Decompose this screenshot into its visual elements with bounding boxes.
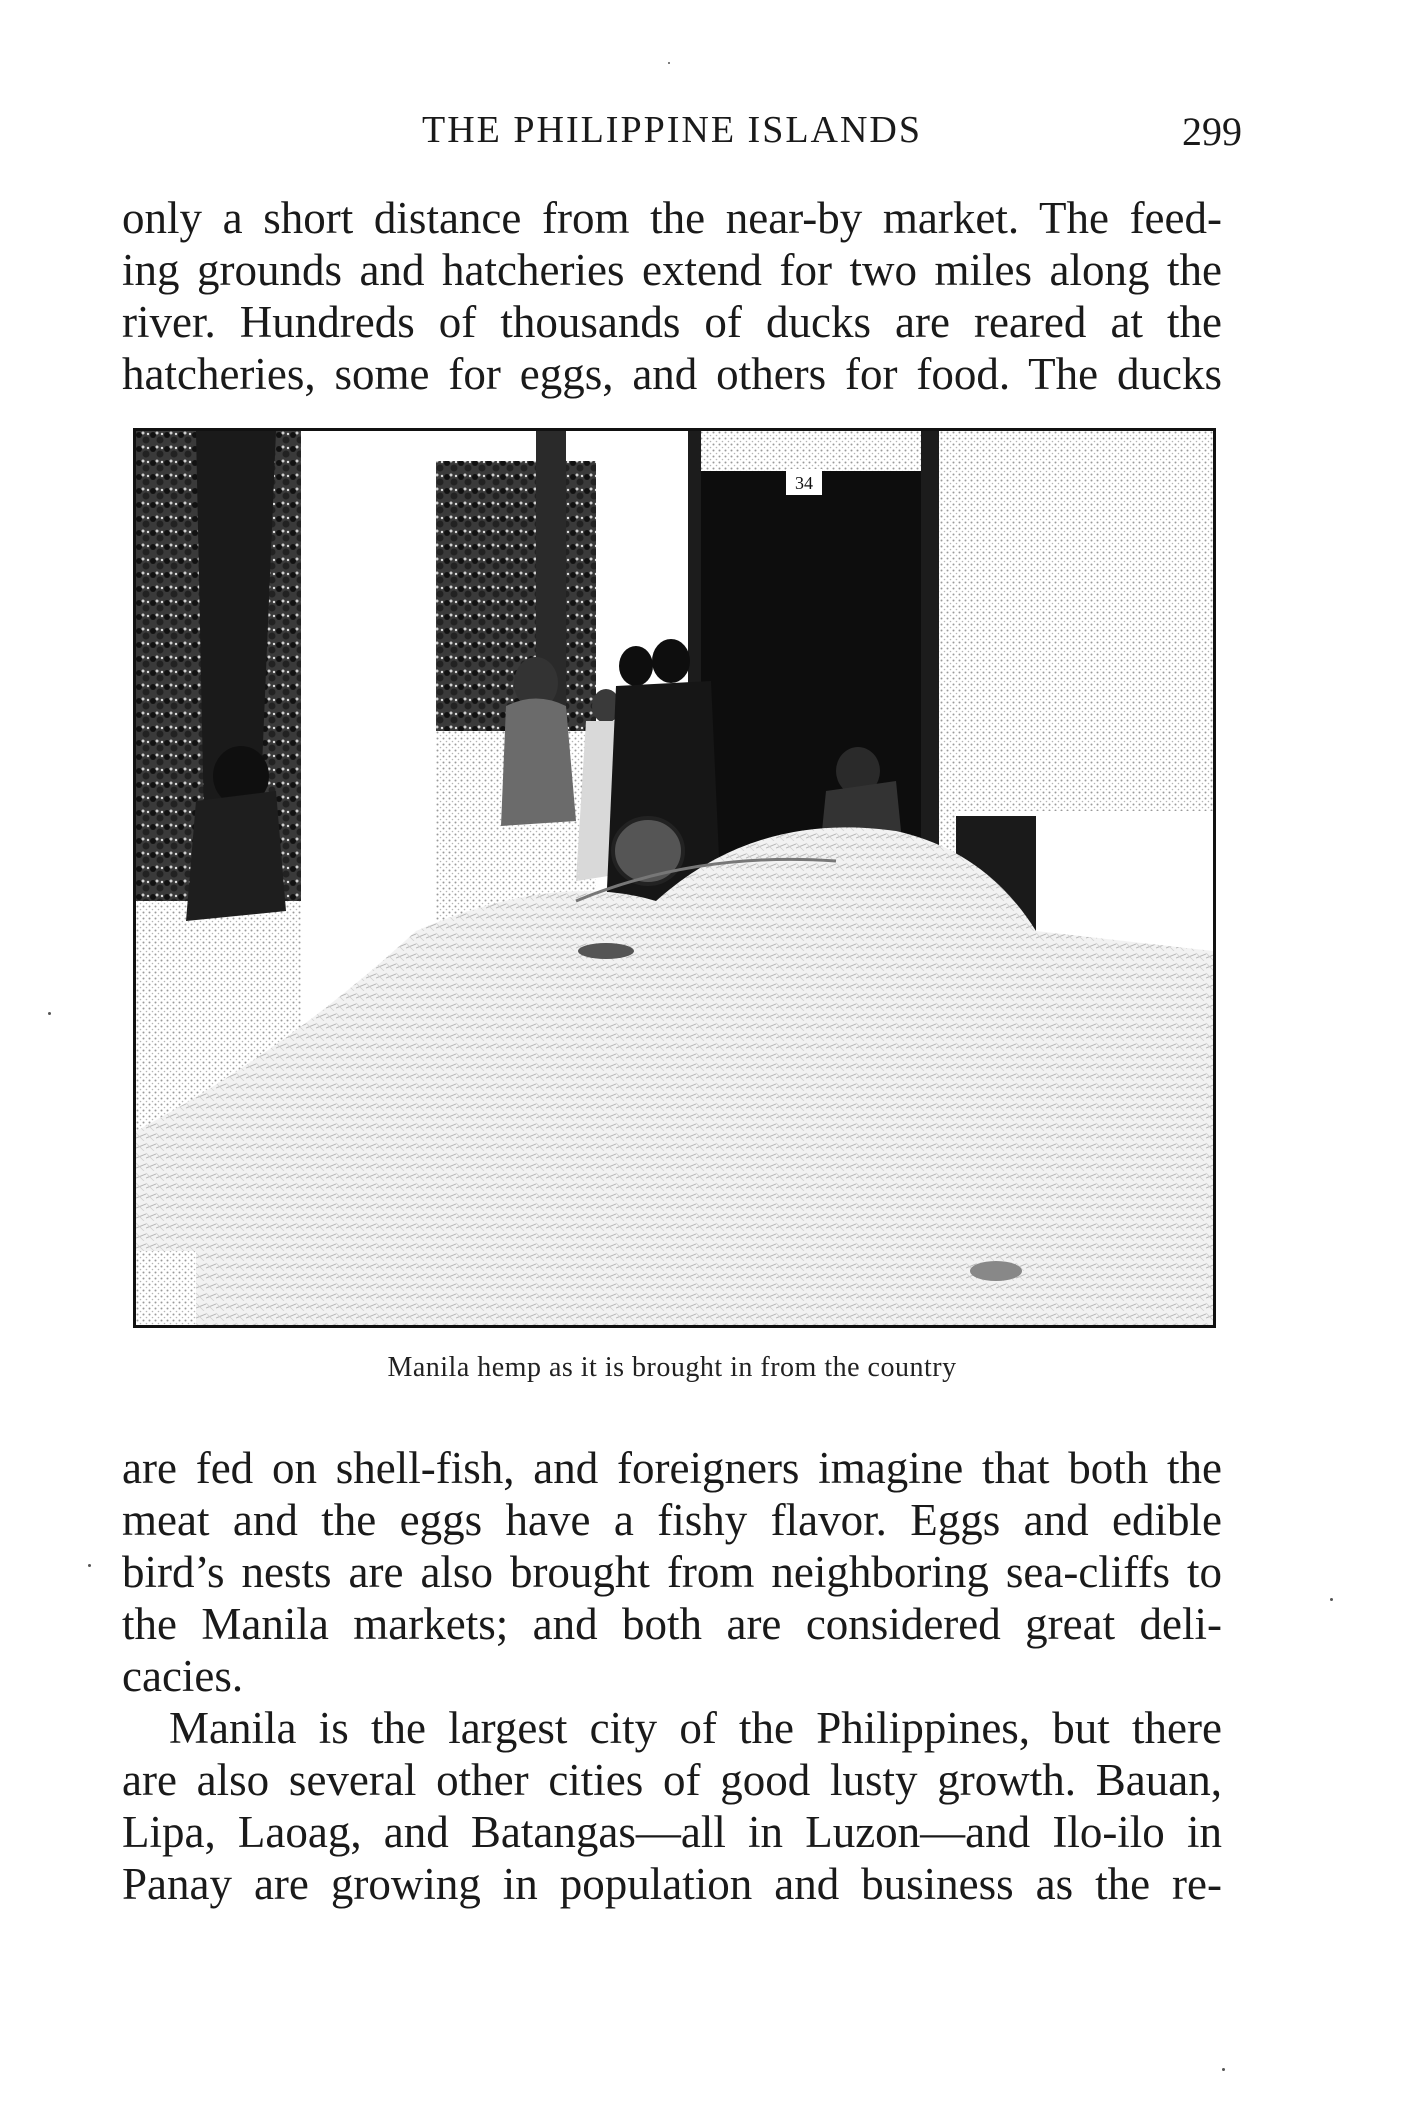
scan-speck	[88, 1564, 91, 1567]
paragraph-3	[122, 1702, 1222, 1910]
paragraph-line: Panay are growing in population and business as the re-	[122, 1859, 1222, 1909]
running-head	[122, 108, 1242, 156]
figure-caption: Manila hemp as it is brought in from the country	[387, 1352, 957, 1383]
paragraph-line: river. Hundreds of thousands of ducks are reared at the	[122, 297, 1222, 347]
scan-speck	[1222, 2068, 1225, 2071]
paragraph-line: ing grounds and hatcheries extend for two miles along the	[122, 245, 1222, 295]
paragraph-line: cacies.	[122, 1651, 244, 1701]
photo-illustration	[136, 431, 1213, 1325]
paragraph-line: bird’s nests are also brought from neighboring sea-cliffs to	[122, 1547, 1222, 1597]
running-title: THE PHILIPPINE ISLANDS	[422, 109, 922, 151]
door-number: 34	[795, 473, 813, 493]
page-number: 299	[1182, 109, 1242, 154]
paragraph-line: hatcheries, some for eggs, and others for food. The ducks	[122, 349, 1222, 399]
paragraph-1	[122, 192, 1222, 400]
manila-hemp-photo	[133, 428, 1216, 1328]
paragraph-line: are also several other cities of good lusty growth. Bauan,	[122, 1755, 1222, 1805]
scan-speck	[668, 62, 670, 64]
paragraph-line: Lipa, Laoag, and Batangas—all in Luzon—and Ilo-ilo in	[122, 1807, 1222, 1857]
paragraph-line: only a short distance from the near-by market. The feed-	[122, 193, 1222, 243]
paragraph-2	[122, 1442, 1222, 1702]
paragraph-line: meat and the eggs have a fishy flavor. Eggs and edible	[122, 1495, 1222, 1545]
paragraph-line: Manila is the largest city of the Philippines, but there	[169, 1703, 1222, 1753]
paragraph-line: are fed on shell-fish, and foreigners imagine that both the	[122, 1443, 1222, 1493]
scan-speck	[48, 1012, 51, 1015]
paragraph-line: the Manila markets; and both are considered great deli-	[122, 1599, 1222, 1649]
scan-speck	[1330, 1598, 1333, 1601]
